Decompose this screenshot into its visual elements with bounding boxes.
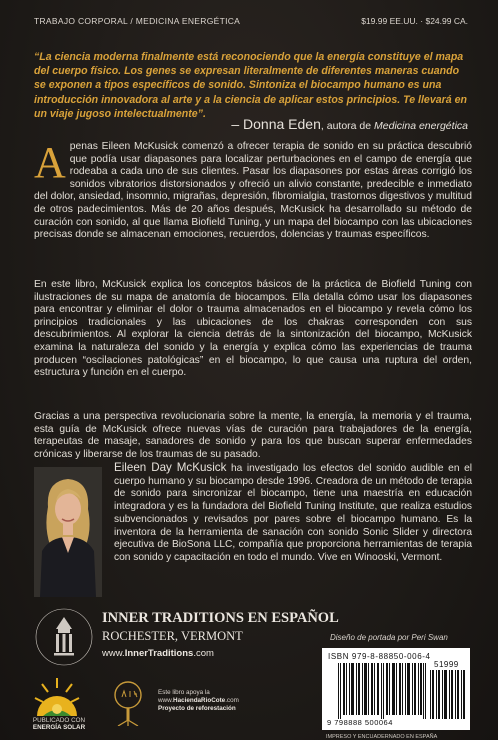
barcode-price-code: 51999 bbox=[434, 660, 459, 669]
publisher-website-suffix: .com bbox=[193, 648, 214, 659]
author-name: Eileen Day McKusick bbox=[114, 461, 227, 474]
author-bio-text: ha investigado los efectos del sonido audible en el cuerpo humano y su biocampo desde 1996. Creadora de un método de terapia de sonido para sincronizar el biocampo, tiene una maestría en educación integradora y es la fundadora del Biofield Tuning Institute, que realiza estudios subvencionados y revisados por pares sobre el biocampo humano. Es la inventora de la herramienta de sanación con sonido Sonic Slider y directora ejecutiva de BioSona LLC, compañía que proporciona herramientas de terapia con sonido y capacitación en todo el mundo. Vive en Winooski, Vermont. bbox=[114, 463, 472, 563]
addon-barcode-bars bbox=[430, 670, 466, 719]
reforestation-line2[interactable] bbox=[158, 697, 239, 705]
endorsement-attribution bbox=[231, 116, 468, 132]
solar-label-line1: PUBLICADO CON bbox=[32, 717, 86, 724]
reforestation-tree-icon bbox=[106, 680, 150, 726]
reforestation-line3 bbox=[158, 705, 239, 713]
printed-in-label: IMPRESO Y ENCUADERNADO EN ESPAÑA bbox=[326, 734, 438, 740]
description-paragraph-1 bbox=[34, 138, 472, 242]
solar-energy-icon bbox=[34, 676, 80, 716]
cover-design-credit: Diseño de portada por Peri Swan bbox=[330, 633, 448, 642]
endorsement-quote: “La ciencia moderna finalmente está reconociendo que la energía constituye el mapa del cuerpo físico. Los genes se expresan literalmente de diferentes maneras cuando se exponen a tipos específicos de sonido. Sintoniza el biocampo humano es una introducción innovadora al arte y a la ciencia de aplicar estos principios. Te llevará en un viaje jugoso intelectualmente”. bbox=[34, 51, 467, 120]
endorser-name: – Donna Eden bbox=[231, 116, 321, 132]
price-label: $19.99 EE.UU. · $24.99 CA. bbox=[361, 16, 468, 26]
barcode bbox=[322, 648, 470, 730]
category-label: TRABAJO CORPORAL / MEDICINA ENERGÉTICA bbox=[34, 16, 241, 26]
solar-label-line2: ENERGÍA SOLAR bbox=[32, 724, 86, 731]
isbn-number: ISBN 979-8-88850-006-4 bbox=[328, 652, 431, 661]
endorser-role: , autora de bbox=[320, 120, 375, 132]
description-paragraph-1-text: penas Eileen McKusick comenzó a ofrecer terapia de sonido en su práctica descubrió que podía usar diapasones para localizar perturbaciones en el campo de energía que rodeaba a cada uno de sus clientes. Pasar los diapasones por estas áreas corrigió los sonidos vibratorios distorsionados y ofreció un alivio constante, predecible e inmediato del dolor, ansiedad, insomnio, migrañas, depresión, fibromialgia, trastornos digestivos y multitud de otros padecimientos. Más de 20 años después, McKusick ha desarrollado su método de curación con sonido, al que llama Biofield Tuning, y un mapa del biocampo con las ubicaciones precisas donde se almacenan emociones, recuerdos, dolencias y traumas específicos. bbox=[34, 141, 472, 241]
reforestation-web-prefix: www. bbox=[158, 697, 174, 705]
reforestation-web-name: HaciendaRioCote bbox=[173, 697, 226, 705]
description-paragraph-2: En este libro, McKusick explica los conceptos básicos de la práctica de Biofield Tuning con ilustraciones de su mapa de anatomía de biocampos. Ella detalla cómo usar los diapasones para encontrar y eliminar el dolor o trauma almacenados en el biocampo y revela cómo los principios tradicionales y las ubicaciones de los chakras corresponden con sus descubrimientos. Al explorar la ciencia detrás de la sintonización del biocampo, McKusick examina la naturaleza del sonido y la energía y explica cómo las experiencias de trauma producen “oscilaciones patológicas” en el biocampo, lo que causa una ruptura del orden, estructura y función en el cuerpo. bbox=[34, 279, 472, 379]
publisher-website-name: InnerTraditions bbox=[124, 648, 194, 659]
reforestation-project-label: Proyecto de reforestación bbox=[158, 705, 236, 713]
reforestation-line1: Este libro apoya la bbox=[158, 689, 210, 696]
author-bio bbox=[114, 462, 472, 565]
publisher-city: ROCHESTER, VERMONT bbox=[102, 629, 243, 643]
author-photo bbox=[34, 467, 102, 597]
publisher-name: INNER TRADITIONS EN ESPAÑOL bbox=[102, 610, 339, 626]
drop-cap: A bbox=[34, 138, 66, 187]
barcode-digits: 9 798888 500064 bbox=[327, 718, 393, 727]
endorser-book: Medicina energética bbox=[374, 120, 468, 132]
publisher-logo bbox=[34, 607, 94, 667]
ean-barcode-bars bbox=[338, 663, 426, 719]
description-paragraph-3: Gracias a una perspectiva revolucionaria sobre la mente, la energía, la memoria y el trauma, esta guía de McKusick ofrece nuevas vías de curación para trabajadores de la energía, terapeutas de masaje, sanadores de sonido y para los que buscan superar enfermedades crónicas y liberarse de los traumas de su pasado. bbox=[34, 411, 472, 460]
publisher-website-prefix: www. bbox=[102, 648, 125, 659]
publisher-website[interactable] bbox=[102, 648, 214, 659]
reforestation-web-suffix: .com bbox=[225, 697, 239, 705]
reforestation-text bbox=[158, 689, 239, 714]
